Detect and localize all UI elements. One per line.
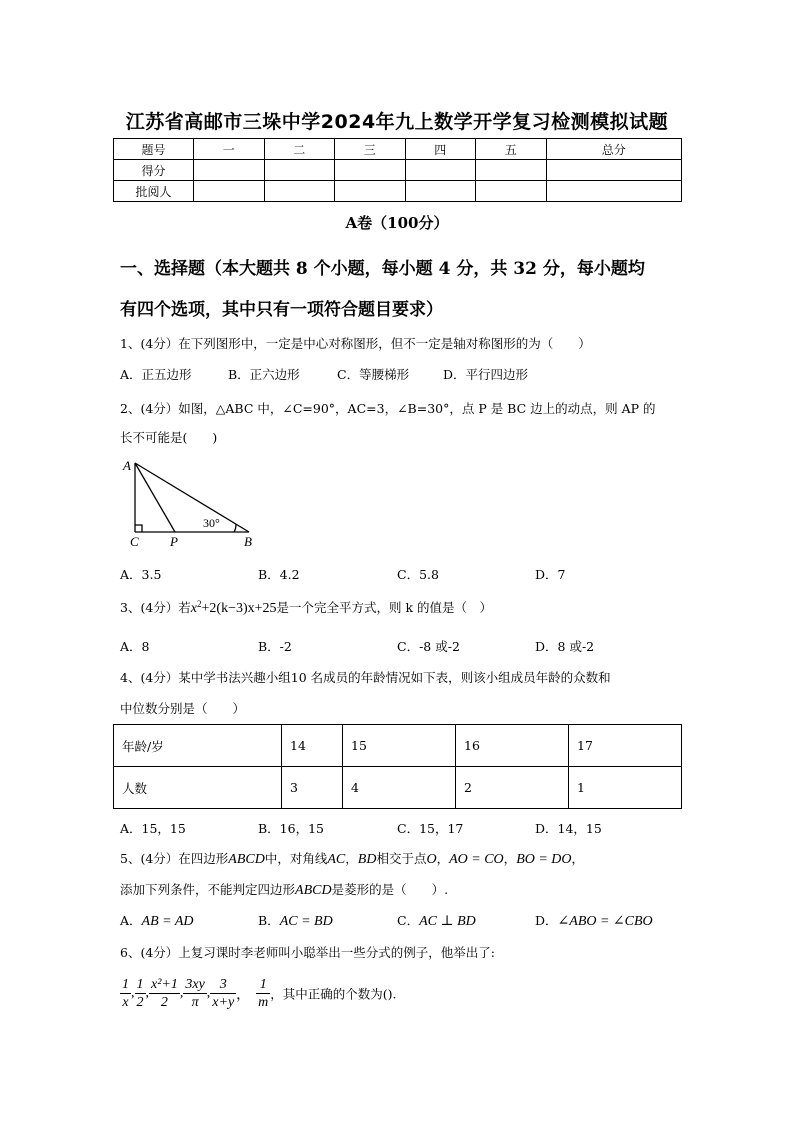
separator: , xyxy=(131,985,135,1001)
q5-text: 5、(4分）在四边形 xyxy=(120,851,229,866)
q5-math: AO = CO xyxy=(449,852,504,867)
fraction xyxy=(210,976,236,1011)
q5-text: ， xyxy=(571,851,585,866)
score-cell xyxy=(264,160,335,181)
part1-heading-line2: 有四个选项，其中只有一项符合题目要求） xyxy=(120,300,443,320)
numerator: 1 xyxy=(256,976,270,994)
option-label: D． xyxy=(535,913,558,928)
q5-option-a xyxy=(120,911,194,930)
q2-option-a: A．3.5 xyxy=(120,567,162,582)
fraction xyxy=(256,976,270,1011)
section-a-title: A卷（100分） xyxy=(345,214,449,232)
score-table-row xyxy=(114,160,682,181)
q3-option-b: B．-2 xyxy=(258,639,292,654)
score-table-row xyxy=(114,181,682,202)
q3-option-a: A．8 xyxy=(120,639,150,654)
q6-tail-text: ，其中正确的个数为(). xyxy=(270,986,397,1002)
option-label: C． xyxy=(397,913,420,928)
question-4-line2: 中位数分别是（ ） xyxy=(120,701,246,716)
score-table-header-row xyxy=(114,139,682,160)
fraction xyxy=(183,976,206,1011)
count-cell: 人数 xyxy=(114,767,282,809)
separator: , xyxy=(179,985,184,1001)
age-cell: 14 xyxy=(282,725,343,767)
q5-text: 中，对角线 xyxy=(264,851,328,866)
score-cell xyxy=(194,160,265,181)
q5-math: ABCD xyxy=(228,852,265,867)
question-1-text: 1、(4分）在下列图形中，一定是中心对称图形，但不一定是轴对称图形的为（ ） xyxy=(120,336,591,351)
question-6-fractions xyxy=(120,976,397,1011)
count-cell: 2 xyxy=(456,767,569,809)
q5-option-b xyxy=(258,911,333,930)
q1-option-b: B．正六边形 xyxy=(228,367,300,382)
separator: , xyxy=(206,985,211,1001)
denominator: 2 xyxy=(160,995,168,1010)
option-math: AB = AD xyxy=(141,914,194,929)
age-table xyxy=(113,724,682,809)
q4-option-a: A．15，15 xyxy=(120,821,186,836)
question-2-line2: 长不可能是( ) xyxy=(120,430,218,445)
fraction xyxy=(149,976,180,1011)
score-header-cell: 三 xyxy=(335,139,406,160)
denominator: x xyxy=(122,995,129,1010)
age-table-row xyxy=(114,725,682,767)
option-label: A． xyxy=(120,913,142,928)
side-ab xyxy=(135,463,249,532)
part1-heading-line1: 一、选择题（本大题共 8 个小题，每小题 4 分，共 32 分，每小题均 xyxy=(120,259,645,279)
q5-text: ， xyxy=(345,851,358,866)
right-angle-mark xyxy=(135,525,142,532)
q3-prefix: 3、(4分）若 xyxy=(120,600,191,615)
q3-expr-rest: +2(k−3)x+25 xyxy=(201,601,277,616)
score-cell xyxy=(335,160,406,181)
score-row-label: 得分 xyxy=(114,160,194,181)
score-cell xyxy=(546,160,682,181)
q5-text: ， xyxy=(503,851,517,866)
q5-option-d xyxy=(535,911,653,930)
question-5-line2 xyxy=(120,880,448,899)
age-cell: 15 xyxy=(343,725,456,767)
score-header-cell: 题号 xyxy=(114,139,194,160)
count-cell: 1 xyxy=(569,767,682,809)
separator: ， xyxy=(236,987,251,1003)
q4-option-c: C．15，17 xyxy=(397,821,464,836)
q5-math: BO = DO xyxy=(516,852,572,867)
denominator: π xyxy=(191,995,199,1010)
q1-option-c: C．等腰梯形 xyxy=(337,367,410,382)
fraction xyxy=(135,976,146,1011)
q5-math: O xyxy=(426,852,437,867)
angle-arc xyxy=(234,524,236,532)
triangle-figure xyxy=(118,456,268,551)
q5-text: 是菱形的是（ ）. xyxy=(331,882,449,897)
q3-option-d: D．8 或-2 xyxy=(535,639,595,654)
segment-ap xyxy=(135,463,175,532)
q3-expr-x: x xyxy=(190,601,198,616)
angle-label: 30° xyxy=(203,516,220,530)
option-math: AC = BD xyxy=(279,914,333,929)
count-cell: 4 xyxy=(343,767,456,809)
q4-option-b: B．16，15 xyxy=(258,821,324,836)
q5-math: AC xyxy=(327,852,346,867)
score-cell xyxy=(405,160,476,181)
score-cell xyxy=(476,160,547,181)
q3-option-c: C．-8 或-2 xyxy=(397,639,460,654)
age-table-row xyxy=(114,767,682,809)
label-b: B xyxy=(244,534,252,549)
score-table xyxy=(113,138,682,202)
q1-option-d: D．平行四边形 xyxy=(443,367,529,382)
q5-text: 添加下列条件，不能判定四边形 xyxy=(120,882,296,897)
score-cell xyxy=(335,181,406,202)
q5-math: ABCD xyxy=(295,883,332,898)
q2-option-d: D．7 xyxy=(535,567,566,582)
option-math: AC ⊥ BD xyxy=(419,914,476,929)
age-cell: 16 xyxy=(456,725,569,767)
denominator: x+y xyxy=(212,995,235,1010)
q5-option-c xyxy=(397,911,476,930)
numerator: 1 xyxy=(136,977,144,992)
score-cell xyxy=(194,181,265,202)
score-cell xyxy=(546,181,682,202)
fraction xyxy=(120,976,131,1011)
numerator: 3xy xyxy=(185,977,205,992)
score-header-cell: 二 xyxy=(264,139,335,160)
denominator: m xyxy=(258,995,269,1010)
score-header-cell: 四 xyxy=(405,139,476,160)
score-cell xyxy=(264,181,335,202)
exam-title: 江苏省高邮市三垛中学2024年九上数学开学复习检测模拟试题 xyxy=(125,111,669,133)
separator: , xyxy=(145,985,149,1001)
question-6-line1: 6、(4分）上复习课时李老师叫小聪举出一些分式的例子，他举出了: xyxy=(120,945,495,960)
numerator: x²+1 xyxy=(151,977,178,992)
option-math: ∠ABO = ∠CBO xyxy=(557,914,653,929)
option-label: B． xyxy=(258,913,280,928)
label-a: A xyxy=(123,458,131,473)
score-header-cell: 五 xyxy=(476,139,547,160)
score-cell xyxy=(405,181,476,202)
q1-option-a: A．正五边形 xyxy=(120,367,192,382)
count-cell: 3 xyxy=(282,767,343,809)
age-cell: 年龄/岁 xyxy=(114,725,282,767)
question-2-line1: 2、(4分）如图，△ABC 中，∠C=90°，AC=3，∠B=30°，点 P 是 BC 边上的动点，则 AP 的 xyxy=(120,401,656,416)
q5-text: 相交于点 xyxy=(376,851,427,866)
q3-expr-exponent: 2 xyxy=(197,598,202,609)
question-5-line1 xyxy=(120,849,584,868)
label-p: P xyxy=(170,534,178,549)
question-3-text xyxy=(120,598,492,617)
q5-text: ， xyxy=(436,851,450,866)
denominator: 2 xyxy=(136,995,144,1010)
score-row-label: 批阅人 xyxy=(114,181,194,202)
q5-math: BD xyxy=(357,852,377,867)
numerator: 3 xyxy=(210,976,236,994)
score-cell xyxy=(476,181,547,202)
q2-option-b: B．4.2 xyxy=(258,567,300,582)
question-4-line1: 4、(4分）某中学书法兴趣小组10 名成员的年龄情况如下表，则该小组成员年龄的众数和 xyxy=(120,670,611,685)
numerator: 1 xyxy=(122,977,129,992)
q4-option-d: D．14，15 xyxy=(535,821,602,836)
label-c: C xyxy=(130,534,139,549)
q3-suffix: 是一个完全平方式，则 k 的值是（ ） xyxy=(276,600,493,615)
age-cell: 17 xyxy=(569,725,682,767)
score-header-cell: 一 xyxy=(194,139,265,160)
q2-option-c: C．5.8 xyxy=(397,567,439,582)
score-header-cell: 总分 xyxy=(546,139,682,160)
